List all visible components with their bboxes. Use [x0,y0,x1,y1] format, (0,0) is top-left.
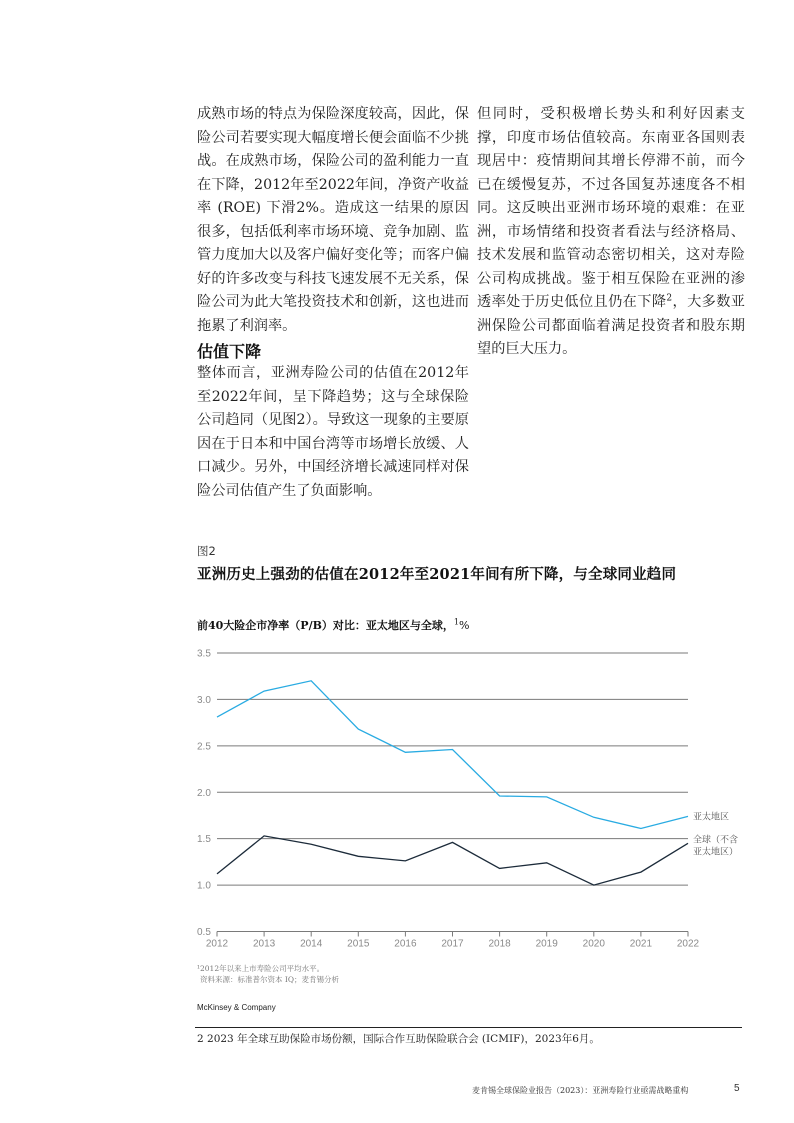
body-paragraph-left: 成熟市场的特点为保险深度较高，因此，保险公司若要实现大幅度增长便会面临不少挑战。在成熟市场，保险公司的盈利能力一直在下降，2012年至2022年间，净资产收益率 (ROE) 下滑2%。造成这一结果的原因很多，包括低利率市场环境、竞争加剧、监管力度加大以及客户偏好变化等；而客户偏好的许多改变与科技飞速发展不无关系，保险公司为此大笔投资技术和创新，这也进而拖累了利润率。 [197,106,469,334]
chart-source: 资料来源：标准普尔资本 IQ；麦肯锡分析 [200,975,339,984]
x-axis [206,932,700,950]
line-chart-svg [195,640,755,955]
chart-subtitle-text: 前40大险企市净率（P/B）对比：亚太地区与全球， [197,619,454,632]
chart-subtitle-footnote-ref: 1 [453,617,459,627]
running-footer-title: 麦肯锡全球保险业报告（2023）：亚洲寿险行业亟需战略重构 [472,1086,689,1095]
x-tick-label: 2017 [441,938,464,950]
section-heading: 估值下降 [197,342,262,361]
series-line-0 [217,681,688,829]
figure-title: 亚洲历史上强劲的估值在2012年至2021年间有所下降，与全球同业趋同 [197,566,677,583]
x-tick-label: 2015 [347,938,370,950]
chart-footnote-1: ¹2012年以来上市寿险公司平均水平。 [197,964,325,973]
endnote-divider [195,1027,742,1028]
y-tick-label: 3.5 [197,648,211,660]
legend-label-global-line2: 亚太地区） [693,847,739,858]
body-paragraph-right-part2: ，大多数亚洲保险公司都面临着满足投资者和股东期望的巨大压力。 [477,294,745,357]
x-tick-label: 2013 [252,938,276,950]
chart-subtitle-unit: % [459,619,470,632]
chart-gridlines [217,653,688,885]
x-tick-label: 2020 [582,938,605,950]
y-tick-label: 1.0 [197,880,211,892]
x-tick-label: 2019 [535,938,558,950]
chart-footnotes [197,963,339,985]
legend-label-apac: 亚太地区 [693,812,730,823]
y-tick-label: 1.5 [197,834,211,846]
body-paragraph-right-part1: 但同时，受积极增长势头和利好因素支撑，印度市场估值较高。东南亚各国则表现居中：疫情期间其增长停滞不前，而今已在缓慢复苏，不过各国复苏速度各不相同。这反映出亚洲市场环境的艰难：在亚洲，市场情绪和投资者看法与经济格局、技术发展和监管动态密切相关，这对寿险公司构成挑战。鉴于相互保险在亚洲的渗透率处于历史低位且仍在下降 [477,106,745,310]
y-tick-label: 2.0 [197,787,211,799]
line-chart [195,640,755,955]
x-tick-label: 2012 [205,938,229,950]
footnote-ref-2[interactable]: 2 [666,293,673,304]
series-line-1 [217,836,688,885]
x-tick-label: 2016 [394,938,417,950]
y-axis-ticks [197,649,211,939]
x-tick-label: 2018 [488,938,511,950]
legend-label-global: 全球（不含 [693,835,739,846]
body-column-left [197,103,469,338]
x-tick-label: 2021 [629,938,653,950]
brand-credit: McKinsey & Company [197,1003,276,1012]
chart-series [217,681,688,885]
page-number: 5 [734,1083,740,1094]
chart-subtitle [197,617,469,633]
x-tick-label: 2022 [676,938,700,950]
y-tick-label: 0.5 [197,927,211,938]
x-tick-label: 2014 [300,938,323,950]
chart-legend [693,810,738,857]
endnote-2: 2 2023 年全球互助保险市场份额，国际合作互助保险联合会 (ICMIF)，2023年6月。 [197,1033,600,1045]
y-tick-label: 3.0 [197,694,211,706]
section-paragraph: 整体而言，亚洲寿险公司的估值在2012年至2022年间，呈下降趋势；这与全球保险公司趋同（见图2）。导致这一现象的主要原因在于日本和中国台湾等市场增长放缓、人口减少。另外，中国经济增长减速同样对保险公司估值产生了负面影响。 [197,365,469,499]
body-paragraph-right [477,103,745,362]
body-column-right [477,103,745,362]
y-tick-label: 2.5 [197,741,211,753]
figure-label: 图2 [197,544,216,558]
